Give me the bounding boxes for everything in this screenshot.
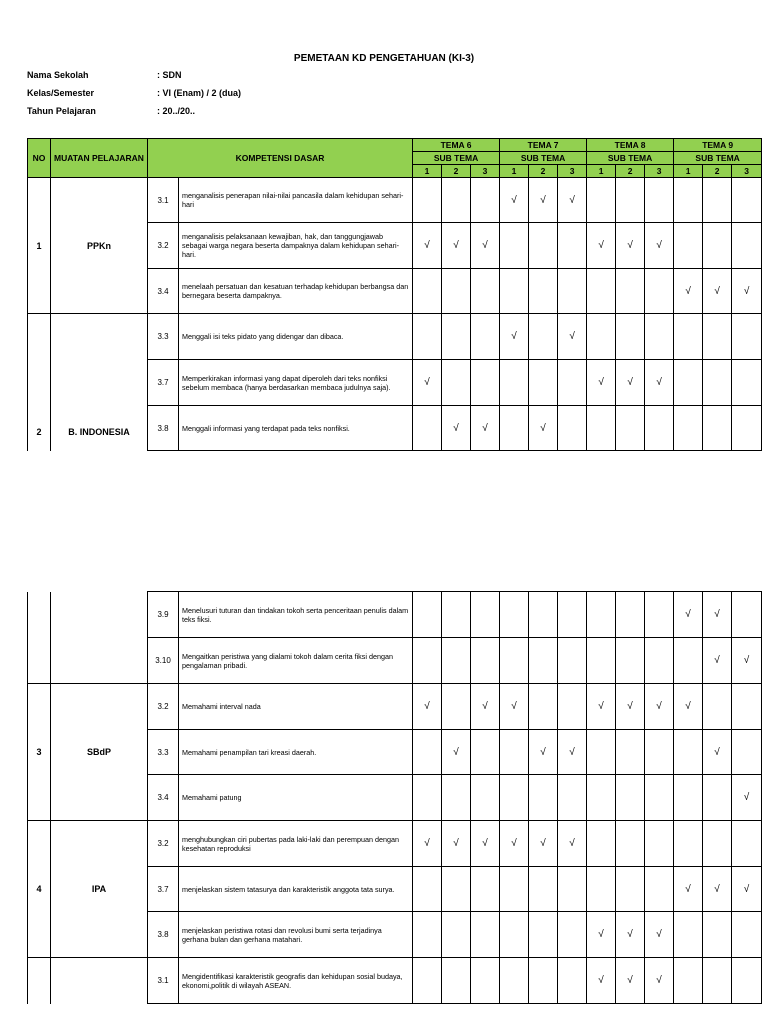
subtema-cell	[413, 958, 442, 1004]
header-subtema: SUB TEMA	[587, 152, 674, 165]
subtema-cell	[703, 821, 732, 867]
subtema-cell	[645, 821, 674, 867]
header-subnum: 1	[500, 165, 529, 178]
header-subnum: 3	[645, 165, 674, 178]
subtema-cell	[587, 775, 616, 821]
subtema-cell	[587, 178, 616, 223]
subtema-cell	[645, 406, 674, 451]
kd-description: Menggali informasi yang terdapat pada teks nonfiksi.	[179, 406, 413, 451]
subtema-cell: √	[500, 314, 529, 360]
meta-value: : VI (Enam) / 2 (dua)	[157, 88, 242, 98]
subtema-cell: √	[471, 406, 500, 451]
subtema-cell	[529, 314, 558, 360]
subtema-cell: √	[674, 867, 703, 912]
subtema-cell	[645, 867, 674, 912]
subtema-cell	[645, 638, 674, 684]
kd-description: Mengaitkan peristiwa yang dialami tokoh dalam cerita fiksi dengan pengalaman pribadi.	[179, 638, 413, 684]
subtema-cell	[442, 269, 471, 314]
header-subnum: 2	[529, 165, 558, 178]
subtema-cell: √	[616, 912, 645, 958]
subtema-cell	[413, 730, 442, 775]
header-muatan: MUATAN PELAJARAN	[51, 139, 148, 178]
subtema-cell	[674, 775, 703, 821]
subtema-cell	[471, 958, 500, 1004]
kd-description: Menggali isi teks pidato yang didengar dan dibaca.	[179, 314, 413, 360]
subtema-cell	[616, 178, 645, 223]
kd-description: menjelaskan peristiwa rotasi dan revolusi bumi serta terjadinya gerhana bulan dan gerhana matahari.	[179, 912, 413, 958]
subtema-cell	[471, 638, 500, 684]
subtema-cell	[413, 314, 442, 360]
subtema-cell	[645, 178, 674, 223]
subtema-cell	[732, 406, 762, 451]
subtema-cell	[703, 360, 732, 406]
subtema-cell	[442, 867, 471, 912]
subtema-cell	[587, 867, 616, 912]
subtema-cell: √	[616, 360, 645, 406]
subtema-cell	[645, 592, 674, 638]
subtema-cell	[674, 314, 703, 360]
subtema-cell	[500, 269, 529, 314]
kd-number: 3.4	[148, 775, 179, 821]
subtema-cell	[674, 730, 703, 775]
subtema-cell	[616, 730, 645, 775]
subtema-cell	[674, 638, 703, 684]
subtema-cell	[500, 912, 529, 958]
subtema-cell	[413, 867, 442, 912]
subtema-cell: √	[442, 406, 471, 451]
subtema-cell	[587, 638, 616, 684]
subtema-cell	[616, 775, 645, 821]
subtema-cell	[674, 360, 703, 406]
subtema-cell: √	[500, 178, 529, 223]
subtema-cell: √	[442, 821, 471, 867]
kd-number: 3.4	[148, 269, 179, 314]
header-subtema: SUB TEMA	[674, 152, 762, 165]
subtema-cell	[442, 638, 471, 684]
kd-mapping-table-page1	[27, 138, 762, 451]
subtema-cell	[732, 821, 762, 867]
subtema-cell: √	[703, 269, 732, 314]
subtema-cell: √	[442, 730, 471, 775]
subtema-cell	[558, 360, 587, 406]
subtema-cell	[442, 178, 471, 223]
subtema-cell	[500, 867, 529, 912]
subject-name: SBdP	[51, 684, 148, 821]
subtema-cell	[529, 775, 558, 821]
subtema-cell: √	[587, 223, 616, 269]
header-tema: TEMA 8	[587, 139, 674, 152]
row-number: 4	[28, 821, 51, 958]
subtema-cell	[703, 775, 732, 821]
subtema-cell	[645, 314, 674, 360]
subtema-cell	[616, 821, 645, 867]
subtema-cell: √	[645, 223, 674, 269]
header-no: NO	[28, 139, 51, 178]
meta-label: Kelas/Semester	[27, 88, 95, 98]
kd-description: Memahami penampilan tari kreasi daerah.	[179, 730, 413, 775]
header-subnum: 3	[558, 165, 587, 178]
subtema-cell	[558, 775, 587, 821]
table-row	[28, 958, 762, 1004]
subtema-cell: √	[703, 592, 732, 638]
subtema-cell	[674, 958, 703, 1004]
subtema-cell	[471, 178, 500, 223]
subtema-cell: √	[500, 684, 529, 730]
kd-number: 3.7	[148, 360, 179, 406]
subtema-cell	[558, 592, 587, 638]
meta-value: : 20../20..	[157, 106, 196, 116]
subtema-cell	[442, 775, 471, 821]
subtema-cell	[471, 912, 500, 958]
subtema-cell: √	[703, 730, 732, 775]
subtema-cell	[732, 958, 762, 1004]
subtema-cell: √	[442, 223, 471, 269]
kd-number: 3.10	[148, 638, 179, 684]
subtema-cell	[587, 406, 616, 451]
subtema-cell	[529, 638, 558, 684]
subtema-cell: √	[732, 638, 762, 684]
subtema-cell	[732, 912, 762, 958]
subtema-cell	[558, 684, 587, 730]
subtema-cell	[500, 730, 529, 775]
subtema-cell: √	[645, 360, 674, 406]
meta-label: Tahun Pelajaran	[27, 106, 96, 116]
subtema-cell	[616, 592, 645, 638]
header-subnum: 1	[674, 165, 703, 178]
subtema-cell	[703, 912, 732, 958]
subtema-cell	[616, 638, 645, 684]
kd-number: 3.3	[148, 730, 179, 775]
subtema-cell	[587, 314, 616, 360]
subtema-cell	[471, 314, 500, 360]
subtema-cell	[500, 638, 529, 684]
subject-name: PPKn	[51, 178, 148, 314]
subtema-cell	[558, 912, 587, 958]
subtema-cell	[587, 592, 616, 638]
subtema-cell	[674, 821, 703, 867]
subtema-cell	[413, 638, 442, 684]
subtema-cell: √	[471, 821, 500, 867]
table-row	[28, 178, 762, 223]
kd-number: 3.8	[148, 406, 179, 451]
kd-description: Memahami patung	[179, 775, 413, 821]
subtema-cell: √	[558, 821, 587, 867]
subtema-cell: √	[587, 360, 616, 406]
kd-description: menjelaskan sistem tatasurya dan karakteristik anggota tata surya.	[179, 867, 413, 912]
meta-label: Nama Sekolah	[27, 70, 89, 80]
subtema-cell: √	[703, 638, 732, 684]
subtema-cell	[732, 592, 762, 638]
header-tema: TEMA 7	[500, 139, 587, 152]
subtema-cell	[413, 775, 442, 821]
subtema-cell: √	[413, 223, 442, 269]
header-subtema: SUB TEMA	[413, 152, 500, 165]
subtema-cell: √	[529, 406, 558, 451]
subtema-cell: √	[645, 684, 674, 730]
header-subnum: 2	[442, 165, 471, 178]
row-number	[28, 958, 51, 1004]
subtema-cell	[471, 775, 500, 821]
row-number: 2	[28, 314, 51, 451]
kd-number: 3.3	[148, 314, 179, 360]
subtema-cell: √	[587, 684, 616, 730]
subtema-cell: √	[616, 958, 645, 1004]
subtema-cell	[529, 958, 558, 1004]
subtema-cell	[529, 269, 558, 314]
subtema-cell	[645, 730, 674, 775]
kd-number: 3.2	[148, 821, 179, 867]
subtema-cell: √	[558, 314, 587, 360]
subtema-cell: √	[529, 821, 558, 867]
kd-number: 3.2	[148, 223, 179, 269]
subtema-cell	[442, 684, 471, 730]
kd-number: 3.8	[148, 912, 179, 958]
subtema-cell	[587, 821, 616, 867]
subtema-cell	[471, 360, 500, 406]
subtema-cell	[471, 867, 500, 912]
kd-number: 3.9	[148, 592, 179, 638]
kd-number: 3.1	[148, 178, 179, 223]
header-kd: KOMPETENSI DASAR	[148, 139, 413, 178]
kd-description: menganalisis penerapan nilai-nilai pancasila dalam kehidupan sehari-hari	[179, 178, 413, 223]
subtema-cell	[558, 638, 587, 684]
header-subnum: 2	[616, 165, 645, 178]
subtema-cell	[732, 178, 762, 223]
subtema-cell: √	[558, 730, 587, 775]
subtema-cell: √	[674, 684, 703, 730]
subtema-cell	[558, 269, 587, 314]
subtema-cell	[703, 178, 732, 223]
subtema-cell	[732, 223, 762, 269]
subtema-cell	[587, 730, 616, 775]
subtema-cell: √	[471, 684, 500, 730]
subtema-cell: √	[471, 223, 500, 269]
subtema-cell	[442, 592, 471, 638]
subtema-cell	[703, 314, 732, 360]
kd-description: Mengidentifikasi karakteristik geografis dan kehidupan sosial budaya, ekonomi,politik di wilayah ASEAN.	[179, 958, 413, 1004]
subtema-cell	[587, 269, 616, 314]
kd-number: 3.1	[148, 958, 179, 1004]
subtema-cell	[732, 360, 762, 406]
subtema-cell	[558, 958, 587, 1004]
header-tema: TEMA 9	[674, 139, 762, 152]
subtema-cell: √	[616, 684, 645, 730]
subtema-cell	[413, 178, 442, 223]
subtema-cell: √	[674, 269, 703, 314]
subtema-cell	[529, 360, 558, 406]
row-number	[28, 592, 51, 684]
subtema-cell	[558, 406, 587, 451]
subtema-cell	[442, 958, 471, 1004]
table-row	[28, 314, 762, 360]
subtema-cell: √	[587, 958, 616, 1004]
subtema-cell: √	[413, 684, 442, 730]
subtema-cell	[645, 775, 674, 821]
subtema-cell	[703, 406, 732, 451]
table-row	[28, 684, 762, 730]
subtema-cell	[703, 223, 732, 269]
subtema-cell	[703, 958, 732, 1004]
kd-number: 3.2	[148, 684, 179, 730]
subtema-cell	[732, 314, 762, 360]
subtema-cell	[529, 223, 558, 269]
subtema-cell	[674, 406, 703, 451]
subtema-cell	[529, 867, 558, 912]
subtema-cell: √	[413, 360, 442, 406]
subtema-cell	[500, 360, 529, 406]
header-subnum: 3	[471, 165, 500, 178]
subtema-cell	[645, 269, 674, 314]
kd-description: Memahami interval nada	[179, 684, 413, 730]
header-tema: TEMA 6	[413, 139, 500, 152]
row-number: 1	[28, 178, 51, 314]
subtema-cell	[500, 958, 529, 1004]
subtema-cell	[413, 269, 442, 314]
table-row	[28, 821, 762, 867]
subject-name: IPA	[51, 821, 148, 958]
subtema-cell: √	[500, 821, 529, 867]
subtema-cell	[558, 223, 587, 269]
kd-description: menelaah persatuan dan kesatuan terhadap kehidupan berbangsa dan bernegara beserta dampaknya.	[179, 269, 413, 314]
header-subnum: 3	[732, 165, 762, 178]
subtema-cell: √	[645, 912, 674, 958]
subtema-cell	[442, 912, 471, 958]
subtema-cell	[732, 730, 762, 775]
kd-description: Memperkirakan informasi yang dapat diperoleh dari teks nonfiksi sebelum membaca (hanya berdasarkan membaca judulnya saja).	[179, 360, 413, 406]
subtema-cell: √	[529, 178, 558, 223]
subtema-cell: √	[558, 178, 587, 223]
subject-name	[51, 592, 148, 684]
subtema-cell	[558, 867, 587, 912]
subtema-cell	[500, 406, 529, 451]
subtema-cell	[442, 314, 471, 360]
subtema-cell	[500, 592, 529, 638]
subtema-cell	[471, 592, 500, 638]
kd-description: Menelusuri tuturan dan tindakan tokoh serta penceritaan penulis dalam teks fiksi.	[179, 592, 413, 638]
subtema-cell: √	[413, 821, 442, 867]
subject-name	[51, 958, 148, 1004]
subtema-cell	[674, 912, 703, 958]
subtema-cell	[616, 269, 645, 314]
header-subtema: SUB TEMA	[500, 152, 587, 165]
subtema-cell	[413, 592, 442, 638]
subtema-cell	[616, 867, 645, 912]
subtema-cell: √	[732, 867, 762, 912]
subtema-cell	[529, 592, 558, 638]
page-title: PEMETAAN KD PENGETAHUAN (KI-3)	[293, 53, 475, 64]
subtema-cell: √	[703, 867, 732, 912]
subtema-cell: √	[616, 223, 645, 269]
row-number: 3	[28, 684, 51, 821]
subtema-cell	[616, 314, 645, 360]
subtema-cell	[471, 269, 500, 314]
subtema-cell	[413, 406, 442, 451]
header-subnum: 1	[587, 165, 616, 178]
subtema-cell: √	[587, 912, 616, 958]
subtema-cell	[732, 684, 762, 730]
subtema-cell	[674, 178, 703, 223]
subtema-cell	[413, 912, 442, 958]
subtema-cell: √	[732, 269, 762, 314]
subtema-cell: √	[529, 730, 558, 775]
subject-name: B. INDONESIA	[51, 314, 148, 451]
subtema-cell: √	[732, 775, 762, 821]
subtema-cell	[500, 775, 529, 821]
subtema-cell	[616, 406, 645, 451]
header-subnum: 2	[703, 165, 732, 178]
subtema-cell	[500, 223, 529, 269]
subtema-cell	[529, 912, 558, 958]
kd-mapping-table-page2	[27, 591, 762, 1004]
header-subnum: 1	[413, 165, 442, 178]
kd-number: 3.7	[148, 867, 179, 912]
table-row	[28, 592, 762, 638]
subtema-cell: √	[674, 592, 703, 638]
kd-description: menghubungkan ciri pubertas pada laki-laki dan perempuan dengan kesehatan reproduksi	[179, 821, 413, 867]
kd-description: menganalisis pelaksanaan kewajiban, hak, dan tanggungjawab sebagai warga negara beserta dampaknya dalam kehidupan sehari-hari.	[179, 223, 413, 269]
subtema-cell: √	[645, 958, 674, 1004]
meta-value: : SDN	[157, 70, 182, 80]
subtema-cell	[674, 223, 703, 269]
subtema-cell	[471, 730, 500, 775]
subtema-cell	[529, 684, 558, 730]
subtema-cell	[442, 360, 471, 406]
subtema-cell	[703, 684, 732, 730]
